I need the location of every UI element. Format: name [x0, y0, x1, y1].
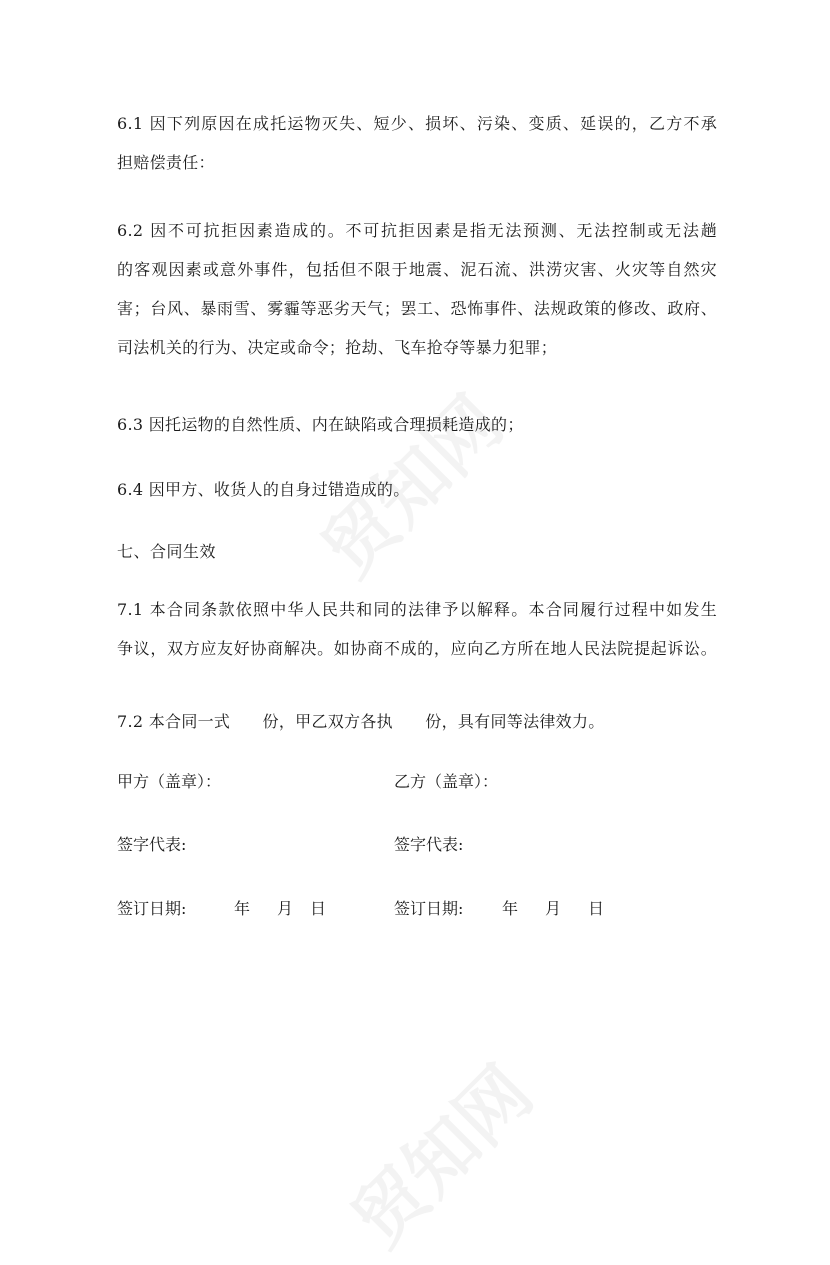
clause-6-1 — [117, 104, 717, 182]
party-a-date-year: 年 — [234, 899, 251, 918]
party-b-date-year: 年 — [502, 899, 519, 918]
signature-date-row — [117, 897, 717, 921]
clause-6-2-line-2: 的客观因素或意外事件，包括但不限于地震、泥石流、洪涝灾害、火灾等自然灾 — [117, 260, 717, 279]
clause-6-3 — [117, 405, 717, 444]
clause-7-2 — [117, 702, 717, 741]
clause-6-1-line-1: 6.1 因下列原因在成托运物灭失、短少、损坏、污染、变质、延误的，乙方不承 — [117, 114, 717, 133]
clause-6-3-line: 6.3 因托运物的自然性质、内在缺陷或合理损耗造成的； — [117, 415, 524, 434]
clause-6-2-line-1: 6.2 因不可抗拒因素造成的。不可抗拒因素是指无法预测、无法控制或无法趟 — [117, 221, 717, 240]
section-7-heading: 七、合同生效 — [117, 542, 217, 561]
party-b-seal-label: 乙方（盖章）： — [394, 772, 499, 791]
party-b-date-month: 月 — [545, 899, 562, 918]
clause-6-4-line: 6.4 因甲方、收货人的自身过错造成的。 — [117, 480, 410, 499]
watermark-bottom — [325, 1039, 551, 1265]
clause-7-2-line: 7.2 本合同一式 份，甲乙双方各执 份，具有同等法律效力。 — [117, 712, 605, 731]
party-b-date-day: 日 — [588, 899, 605, 918]
signature-seal-row — [117, 770, 717, 794]
party-a-date-month: 月 — [277, 899, 294, 918]
clause-7-1-line-1: 7.1 本合同条款依照中华人民共和同的法律予以解释。本合同履行过程中如发生 — [117, 600, 717, 619]
clause-6-1-line-2: 担赔偿责任： — [117, 153, 215, 172]
clause-6-4 — [117, 470, 717, 509]
party-b-date-label: 签订日期: — [394, 899, 464, 918]
clause-7-1 — [117, 590, 717, 668]
party-a-date-day: 日 — [310, 899, 327, 918]
clause-6-2-line-3: 害；台风、暴雨雪、雾霾等恶劣天气；罢工、恐怖事件、法规政策的修改、政府、 — [117, 299, 717, 318]
signature-rep-row — [117, 833, 717, 857]
clause-6-2-line-4: 司法机关的行为、决定或命令；抢劫、飞车抢夺等暴力犯罪； — [117, 338, 558, 357]
clause-7-1-line-2: 争议，双方应友好协商解决。如协商不成的，应向乙方所在地人民法院提起诉讼。 — [117, 639, 717, 658]
party-b-rep-label: 签字代表: — [394, 835, 464, 854]
party-a-date-label: 签订日期: — [117, 899, 187, 918]
clause-6-2 — [117, 211, 717, 367]
party-a-seal-label: 甲方（盖章）： — [117, 772, 222, 791]
party-a-rep-label: 签字代表: — [117, 835, 187, 854]
